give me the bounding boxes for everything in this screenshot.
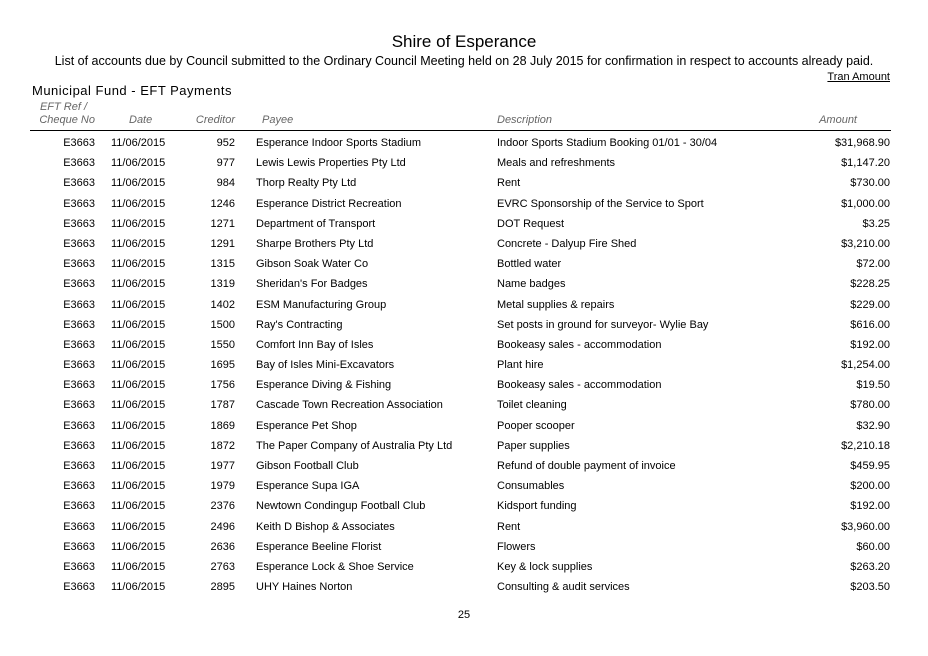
header-ref-line1: EFT Ref / bbox=[39, 101, 87, 113]
payee-cell: Gibson Football Club bbox=[256, 460, 359, 472]
description-cell: EVRC Sponsorship of the Service to Sport bbox=[497, 197, 704, 210]
amount-cell: $192.00 bbox=[850, 338, 890, 351]
creditor-cell: 2895 bbox=[210, 581, 235, 594]
amount-cell: $19.50 bbox=[856, 379, 890, 392]
table-row bbox=[0, 395, 928, 415]
table-row bbox=[0, 295, 928, 315]
description-cell: Toilet cleaning bbox=[497, 399, 567, 412]
payee-cell: Lewis Lewis Properties Pty Ltd bbox=[256, 157, 406, 170]
date-cell: 11/06/2015 bbox=[111, 540, 166, 553]
description-cell: Kidsport funding bbox=[497, 500, 577, 513]
creditor-cell: 1695 bbox=[210, 359, 235, 372]
creditor-cell: 1402 bbox=[210, 298, 235, 311]
creditor-cell: 1500 bbox=[210, 318, 235, 331]
table-row bbox=[0, 557, 928, 577]
description-cell: Flowers bbox=[497, 540, 536, 553]
amount-cell: $32.90 bbox=[856, 419, 890, 432]
date-cell: 11/06/2015 bbox=[111, 318, 166, 331]
amount-cell: $2,210.18 bbox=[841, 439, 890, 452]
description-cell: Meals and refreshments bbox=[497, 157, 615, 170]
amount-cell: $263.20 bbox=[850, 560, 890, 573]
payee-cell: UHY Haines Norton bbox=[256, 581, 353, 594]
payee-cell: The Paper Company of Australia Pty Ltd bbox=[256, 439, 453, 452]
description-cell: Name badges bbox=[497, 278, 566, 291]
payee-cell: Newtown Condingup Football Club bbox=[256, 500, 426, 513]
amount-cell: $228.25 bbox=[850, 278, 890, 291]
description-cell: Set posts in ground for surveyor- Wylie Bay bbox=[497, 318, 709, 331]
date-cell: 11/06/2015 bbox=[111, 338, 166, 351]
table-row bbox=[0, 234, 928, 254]
description-cell: Plant hire bbox=[497, 359, 544, 372]
creditor-cell: 1271 bbox=[210, 217, 235, 230]
creditor-cell: 1246 bbox=[210, 197, 235, 210]
creditor-cell: 1756 bbox=[210, 379, 235, 392]
date-cell: 11/06/2015 bbox=[111, 237, 166, 250]
description-cell: Concrete - Dalyup Fire Shed bbox=[497, 237, 637, 250]
table-row bbox=[0, 517, 928, 537]
payee-cell: Esperance Diving & Fishing bbox=[256, 379, 392, 392]
amount-cell: $72.00 bbox=[856, 258, 890, 271]
header-divider bbox=[30, 130, 891, 131]
payee-cell: Sheridan's For Badges bbox=[256, 278, 368, 291]
date-cell: 11/06/2015 bbox=[111, 500, 166, 513]
creditor-cell: 1979 bbox=[210, 480, 235, 493]
creditor-cell: 977 bbox=[216, 157, 235, 170]
description-cell: Refund of double payment of invoice bbox=[497, 460, 676, 472]
payments-table-body bbox=[0, 133, 928, 597]
creditor-cell: 1787 bbox=[210, 399, 235, 412]
payee-cell: Cascade Town Recreation Association bbox=[256, 399, 443, 412]
eft-ref-cell: E3663 bbox=[63, 278, 95, 291]
creditor-cell: 1319 bbox=[210, 278, 235, 291]
header-creditor: Creditor bbox=[195, 114, 235, 126]
creditor-cell: 2496 bbox=[210, 520, 235, 533]
eft-ref-cell: E3663 bbox=[63, 217, 95, 230]
date-cell: 11/06/2015 bbox=[111, 379, 166, 392]
creditor-cell: 2376 bbox=[210, 500, 235, 513]
creditor-cell: 984 bbox=[216, 177, 235, 190]
eft-ref-cell: E3663 bbox=[63, 298, 95, 311]
creditor-cell: 1291 bbox=[210, 237, 235, 250]
description-cell: Consumables bbox=[497, 480, 565, 493]
eft-ref-cell: E3663 bbox=[63, 480, 95, 493]
date-cell: 11/06/2015 bbox=[111, 480, 166, 493]
date-cell: 11/06/2015 bbox=[111, 157, 166, 170]
description-cell: Paper supplies bbox=[497, 439, 570, 452]
eft-ref-cell: E3663 bbox=[63, 520, 95, 533]
amount-cell: $1,000.00 bbox=[841, 197, 890, 210]
payee-cell: Ray's Contracting bbox=[256, 318, 343, 331]
creditor-cell: 1872 bbox=[210, 439, 235, 452]
description-cell: Rent bbox=[497, 520, 521, 533]
date-cell: 11/06/2015 bbox=[111, 258, 166, 271]
table-row bbox=[0, 153, 928, 173]
eft-ref-cell: E3663 bbox=[63, 399, 95, 412]
eft-ref-cell: E3663 bbox=[63, 439, 95, 452]
creditor-cell: 1315 bbox=[210, 258, 235, 271]
creditor-cell: 1977 bbox=[210, 460, 235, 472]
table-row bbox=[0, 133, 928, 153]
table-row bbox=[0, 496, 928, 516]
payee-cell: Comfort Inn Bay of Isles bbox=[256, 338, 374, 351]
amount-cell: $616.00 bbox=[850, 318, 890, 331]
table-row bbox=[0, 476, 928, 496]
eft-ref-cell: E3663 bbox=[63, 359, 95, 372]
description-cell: Consulting & audit services bbox=[497, 581, 630, 594]
date-cell: 11/06/2015 bbox=[111, 137, 166, 149]
date-cell: 11/06/2015 bbox=[111, 560, 166, 573]
amount-cell: $203.50 bbox=[850, 581, 890, 594]
table-row bbox=[0, 315, 928, 335]
description-cell: Metal supplies & repairs bbox=[497, 298, 615, 311]
date-cell: 11/06/2015 bbox=[111, 520, 166, 533]
eft-ref-cell: E3663 bbox=[63, 137, 95, 149]
eft-ref-cell: E3663 bbox=[63, 258, 95, 271]
table-row bbox=[0, 274, 928, 294]
description-cell: Bookeasy sales - accommodation bbox=[497, 379, 662, 392]
eft-ref-cell: E3663 bbox=[63, 177, 95, 190]
table-row bbox=[0, 416, 928, 436]
description-cell: DOT Request bbox=[497, 217, 565, 230]
date-cell: 11/06/2015 bbox=[111, 419, 166, 432]
amount-cell: $200.00 bbox=[850, 480, 890, 493]
table-row bbox=[0, 194, 928, 214]
payee-cell: Esperance Lock & Shoe Service bbox=[256, 560, 414, 573]
header-ref-line2: Cheque No bbox=[39, 114, 95, 126]
date-cell: 11/06/2015 bbox=[111, 460, 166, 472]
date-cell: 11/06/2015 bbox=[111, 439, 166, 452]
date-cell: 11/06/2015 bbox=[111, 399, 166, 412]
table-row bbox=[0, 254, 928, 274]
date-cell: 11/06/2015 bbox=[111, 177, 166, 190]
table-row bbox=[0, 173, 928, 193]
payee-cell: Esperance Indoor Sports Stadium bbox=[256, 137, 422, 149]
description-cell: Key & lock supplies bbox=[497, 560, 593, 573]
date-cell: 11/06/2015 bbox=[111, 298, 166, 311]
header-payee: Payee bbox=[262, 114, 294, 126]
table-row bbox=[0, 355, 928, 375]
payee-cell: Esperance Supa IGA bbox=[256, 480, 360, 493]
eft-ref-cell: E3663 bbox=[63, 581, 95, 594]
payee-cell: Gibson Soak Water Co bbox=[256, 258, 369, 271]
date-cell: 11/06/2015 bbox=[111, 217, 166, 230]
amount-cell: $31,968.90 bbox=[834, 137, 890, 149]
eft-ref-cell: E3663 bbox=[63, 338, 95, 351]
eft-ref-cell: E3663 bbox=[63, 379, 95, 392]
document-title: Shire of Esperance bbox=[391, 32, 537, 51]
header-description: Description bbox=[497, 114, 553, 126]
payee-cell: Esperance Beeline Florist bbox=[256, 540, 382, 553]
eft-ref-cell: E3663 bbox=[63, 318, 95, 331]
amount-cell: $730.00 bbox=[850, 177, 890, 190]
payee-cell: Thorp Realty Pty Ltd bbox=[256, 177, 357, 190]
table-row bbox=[0, 436, 928, 456]
date-cell: 11/06/2015 bbox=[111, 278, 166, 291]
header-amount: Amount bbox=[819, 114, 857, 126]
tran-amount-label: Tran Amount bbox=[827, 71, 890, 83]
eft-ref-cell: E3663 bbox=[63, 540, 95, 553]
payee-cell: Keith D Bishop & Associates bbox=[256, 520, 395, 533]
eft-ref-cell: E3663 bbox=[63, 500, 95, 513]
description-cell: Bookeasy sales - accommodation bbox=[497, 338, 662, 351]
amount-cell: $3,960.00 bbox=[841, 520, 890, 533]
amount-cell: $780.00 bbox=[850, 399, 890, 412]
eft-ref-cell: E3663 bbox=[63, 157, 95, 170]
date-cell: 11/06/2015 bbox=[111, 581, 166, 594]
creditor-cell: 2636 bbox=[210, 540, 235, 553]
eft-ref-cell: E3663 bbox=[63, 460, 95, 472]
payee-cell: ESM Manufacturing Group bbox=[256, 298, 387, 311]
document-subtitle: List of accounts due by Council submitted to the Ordinary Council Meeting held on 28 July 2015 for confirmation in respect to accounts already paid. bbox=[54, 54, 874, 68]
section-heading: Municipal Fund - EFT Payments bbox=[32, 83, 232, 98]
creditor-cell: 1869 bbox=[210, 419, 235, 432]
payee-cell: Esperance District Recreation bbox=[256, 197, 402, 210]
amount-cell: $192.00 bbox=[850, 500, 890, 513]
amount-cell: $3,210.00 bbox=[841, 237, 890, 250]
creditor-cell: 952 bbox=[216, 137, 235, 149]
table-row bbox=[0, 456, 928, 476]
table-row bbox=[0, 214, 928, 234]
description-cell: Bottled water bbox=[497, 258, 562, 271]
eft-ref-cell: E3663 bbox=[63, 419, 95, 432]
amount-cell: $1,147.20 bbox=[841, 157, 890, 170]
payee-cell: Esperance Pet Shop bbox=[256, 419, 357, 432]
payee-cell: Department of Transport bbox=[256, 217, 376, 230]
table-row bbox=[0, 335, 928, 355]
amount-cell: $459.95 bbox=[850, 460, 890, 472]
description-cell: Indoor Sports Stadium Booking 01/01 - 30/04 bbox=[497, 137, 718, 149]
amount-cell: $229.00 bbox=[850, 298, 890, 311]
creditor-cell: 1550 bbox=[210, 338, 235, 351]
description-cell: Rent bbox=[497, 177, 521, 190]
creditor-cell: 2763 bbox=[210, 560, 235, 573]
amount-cell: $3.25 bbox=[862, 217, 890, 230]
amount-cell: $1,254.00 bbox=[841, 359, 890, 372]
table-row bbox=[0, 537, 928, 557]
header-date: Date bbox=[129, 114, 153, 126]
eft-ref-cell: E3663 bbox=[63, 237, 95, 250]
eft-ref-cell: E3663 bbox=[63, 197, 95, 210]
table-row bbox=[0, 375, 928, 395]
amount-cell: $60.00 bbox=[856, 540, 890, 553]
payee-cell: Bay of Isles Mini-Excavators bbox=[256, 359, 395, 372]
page-number: 25 bbox=[457, 609, 471, 621]
table-row bbox=[0, 577, 928, 597]
eft-ref-cell: E3663 bbox=[63, 560, 95, 573]
payee-cell: Sharpe Brothers Pty Ltd bbox=[256, 237, 374, 250]
description-cell: Pooper scooper bbox=[497, 419, 575, 432]
date-cell: 11/06/2015 bbox=[111, 197, 166, 210]
date-cell: 11/06/2015 bbox=[111, 359, 166, 372]
